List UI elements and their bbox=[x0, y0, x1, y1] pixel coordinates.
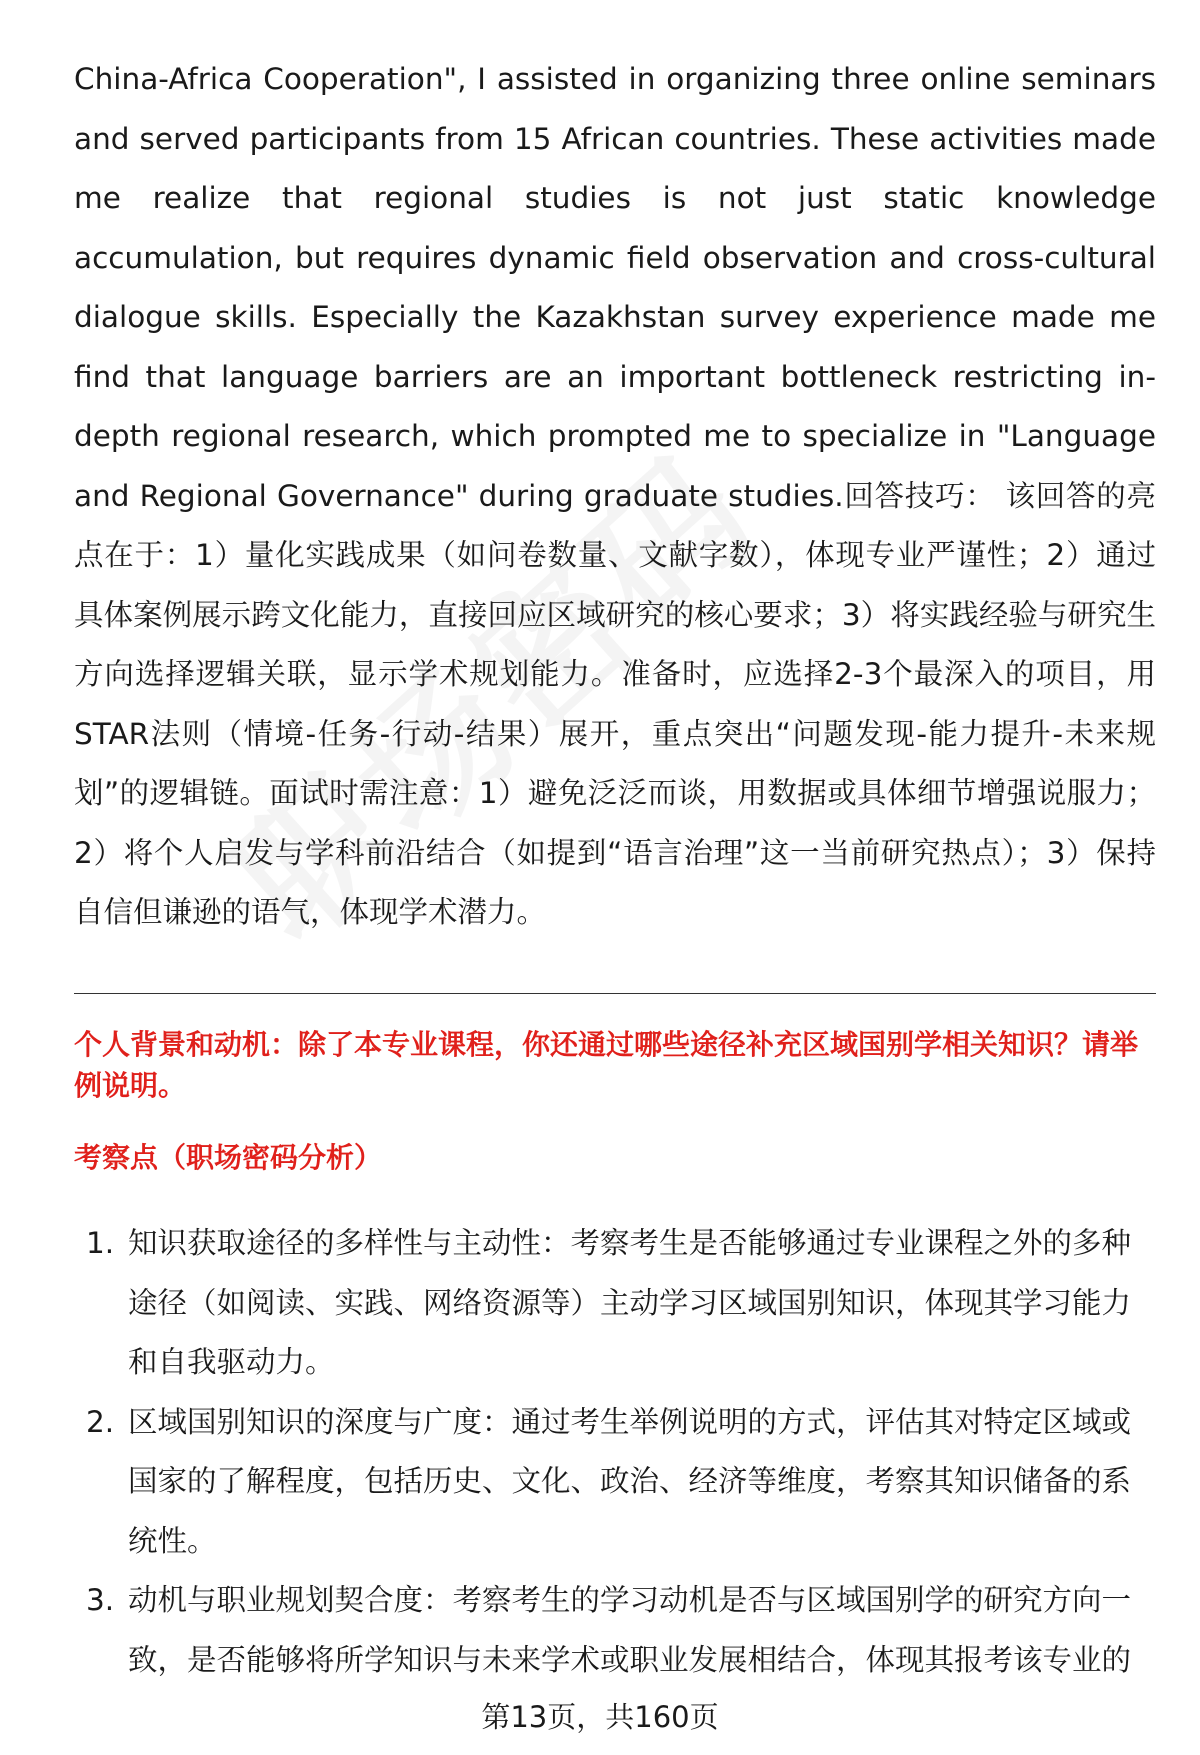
section-heading: 考察点（职场密码分析） bbox=[74, 1141, 383, 1174]
list-item-text: 区域国别知识的深度与广度：通过考生举例说明的方式，评估其对特定区域或国家的了解程度，包括历史、文化、政治、经济等维度，考察其知识储备的系统性。 bbox=[128, 1404, 1132, 1558]
answer-paragraph: China-Africa Cooperation", I assisted in organizing three online seminars and served participants from 15 African countries. These activities made me realize that regional studies is not just static knowledge accumulation, but requires dynamic field observation and cross-cultural dialogue skills. Especially the Kazakhstan survey experience made me find that language barriers are an important bottleneck restricting in-depth regional research, which prompted me to specialize in "Language and Regional Governance" during graduate studies.回答技巧： 该回答的亮点在于：1）量化实践成果（如问卷数量、文献字数），体现专业严谨性；2）通过具体案例展示跨文化能力，直接回应区域研究的核心要求；3）将实践经验与研究生方向选择逻辑关联，显示学术规划能力。准备时，应选择2-3个最深入的项目，用STAR法则（情境-任务-行动-结果）展开，重点突出“问题发现-能力提升-未来规划”的逻辑链。面试时需注意：1）避免泛泛而谈，用数据或具体细节增强说服力；2）将个人启发与学科前沿结合（如提到“语言治理”这一当前研究热点）；3）保持自信但谦逊的语气，体现学术潜力。 bbox=[74, 62, 1156, 929]
list-item-text: 知识获取途径的多样性与主动性：考察考生是否能够通过专业课程之外的多种途径（如阅读、实践、网络资源等）主动学习区域国别知识，体现其学习能力和自我驱动力。 bbox=[128, 1226, 1132, 1379]
list-item-number: 2. bbox=[86, 1404, 115, 1439]
page-footer: 第13页，共160页 bbox=[481, 1700, 719, 1734]
list-item-number: 3. bbox=[86, 1583, 115, 1617]
assessment-points-list bbox=[74, 1214, 1156, 1690]
question-heading: 个人背景和动机：除了本专业课程，你还通过哪些途径补充区域国别学相关知识？请举例说明。 bbox=[74, 1028, 1139, 1102]
list-item-text: 动机与职业规划契合度：考察考生的学习动机是否与区域国别学的研究方向一致，是否能够将所学知识与未来学术或职业发展相结合，体现其报考该专业的 bbox=[128, 1583, 1132, 1677]
list-item bbox=[74, 1214, 1156, 1393]
list-item bbox=[74, 1571, 1156, 1690]
list-item-number: 1. bbox=[86, 1226, 115, 1260]
list-item bbox=[74, 1393, 1156, 1572]
section-divider bbox=[74, 993, 1156, 994]
answer-body bbox=[74, 50, 1156, 943]
